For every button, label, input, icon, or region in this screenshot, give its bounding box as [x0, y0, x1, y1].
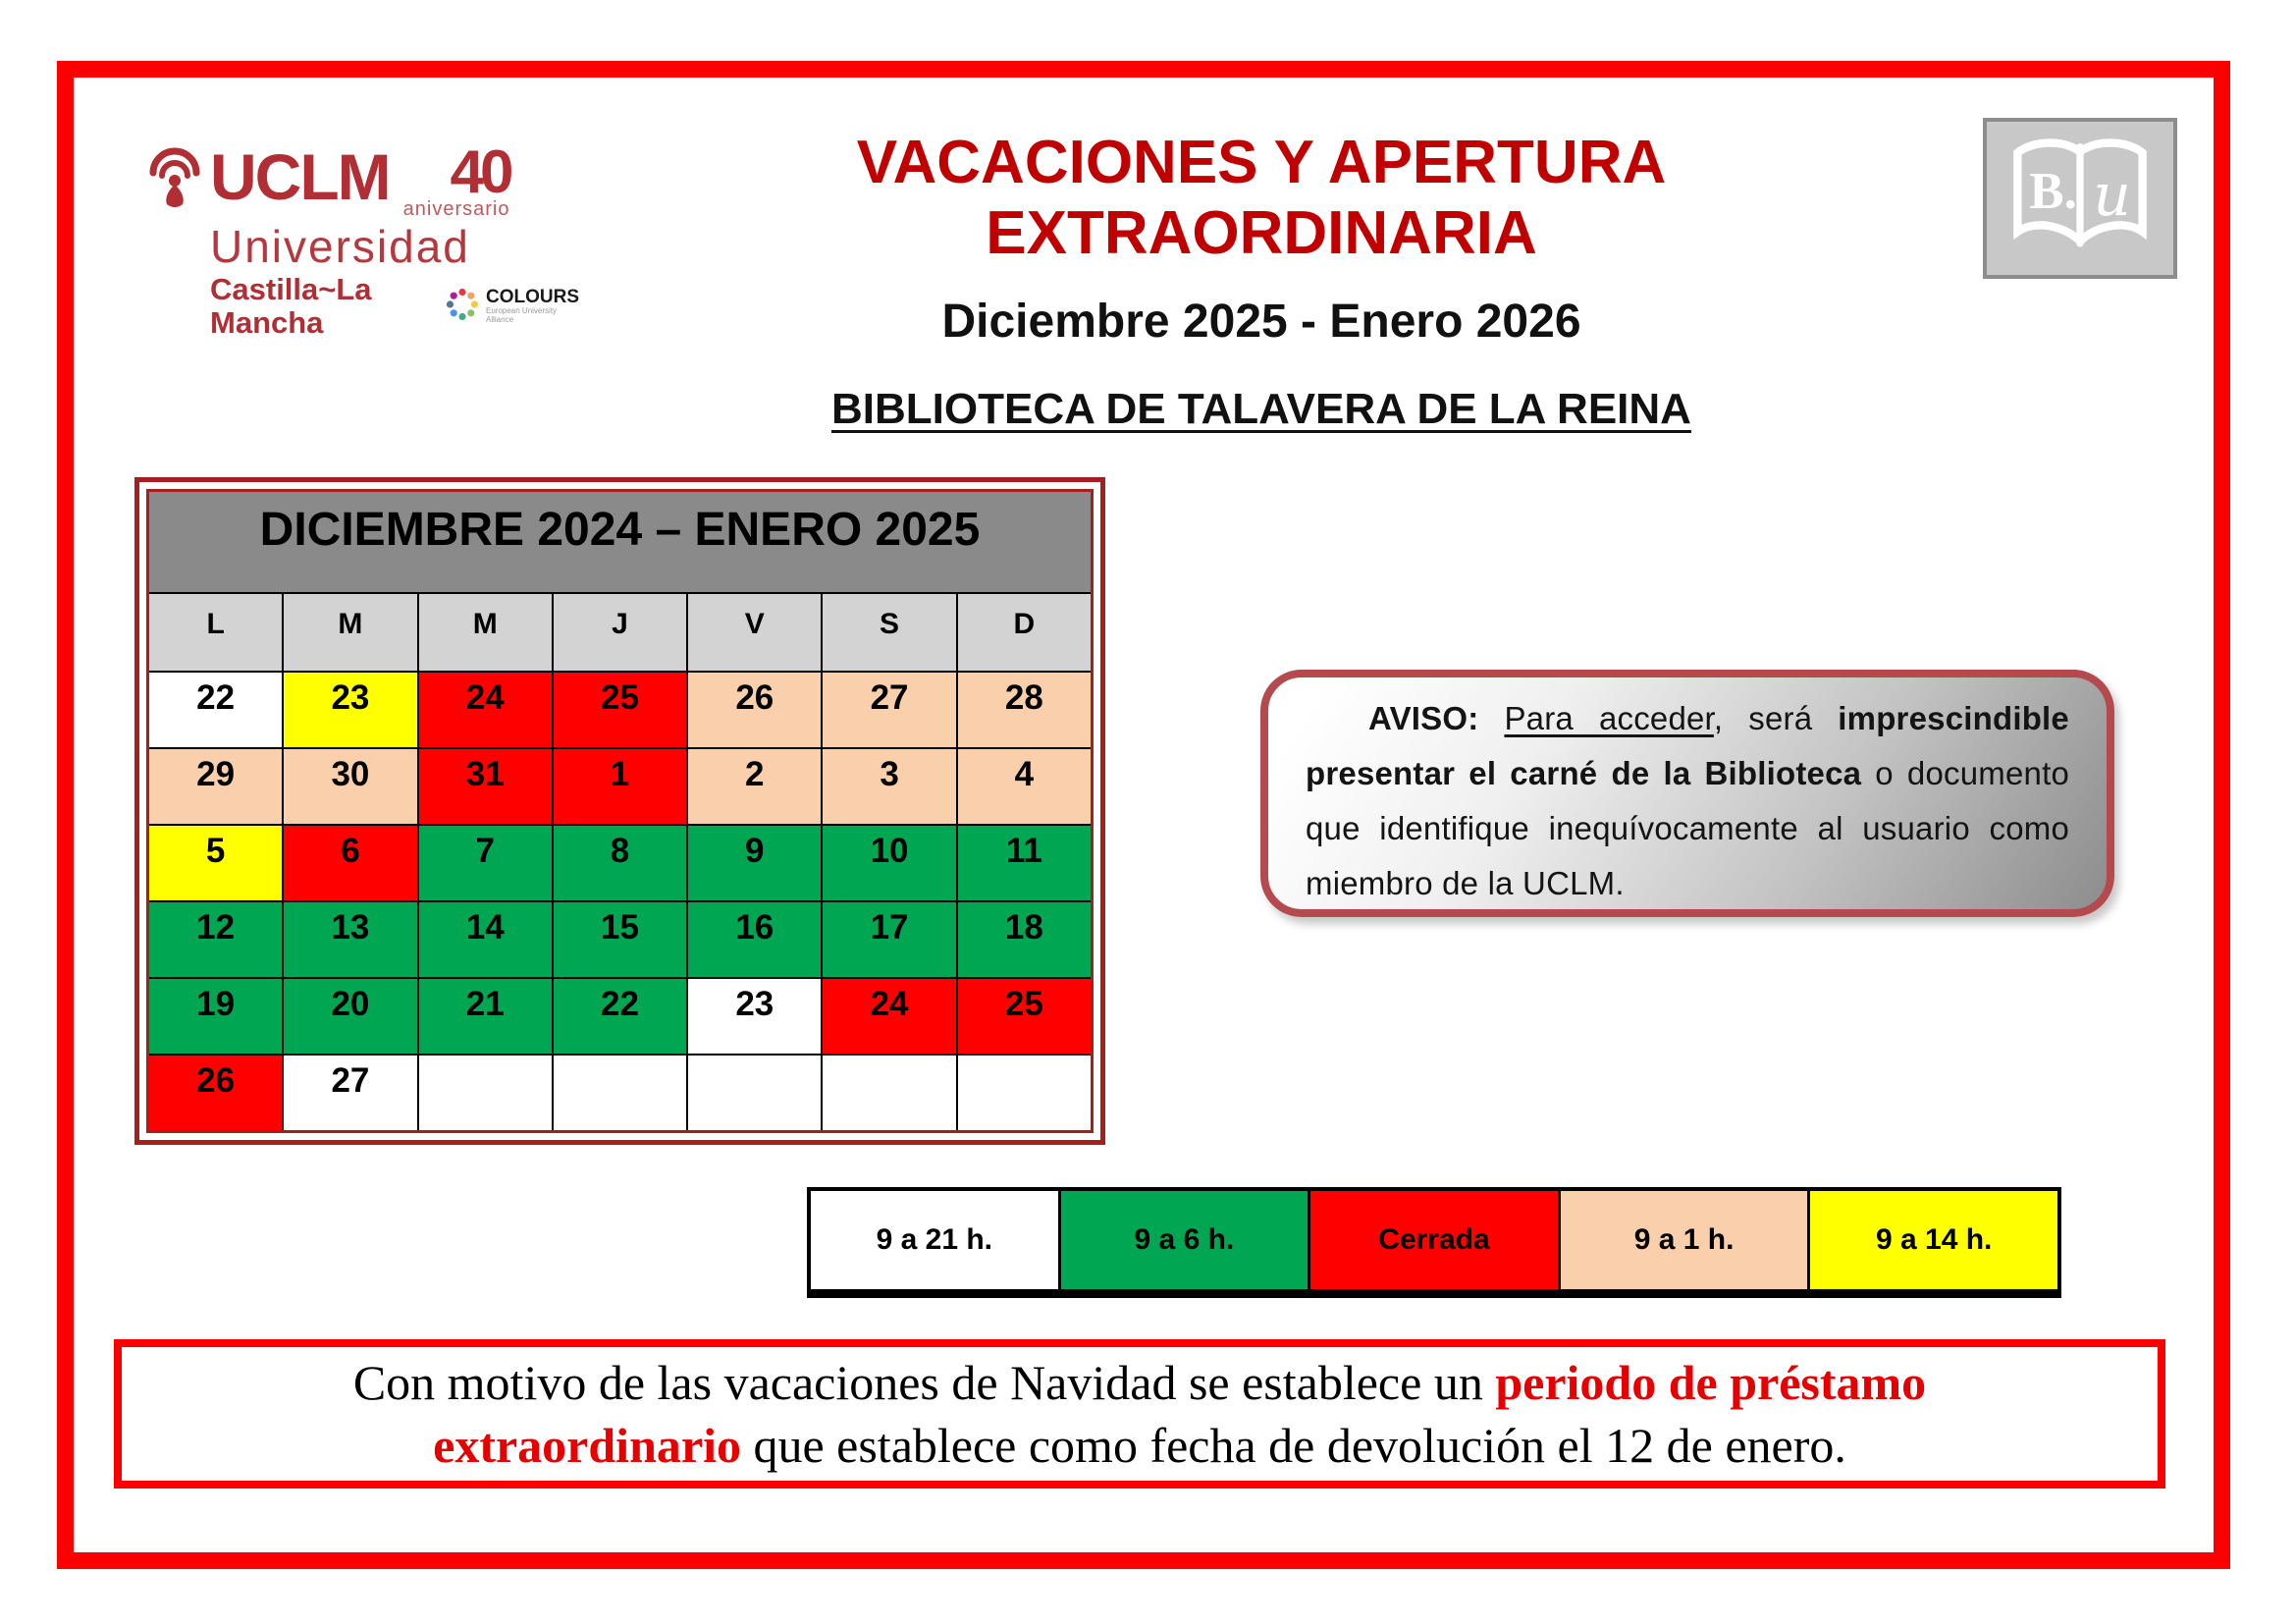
svg-text:B.: B. — [2029, 162, 2077, 220]
calendar-day-cell: 5 — [149, 826, 282, 900]
weekday-cell: M — [284, 594, 416, 671]
schedule-legend — [807, 1187, 2061, 1298]
calendar-day-cell: 25 — [958, 979, 1091, 1054]
footer-note-box — [114, 1339, 2165, 1489]
aviso-bold-text: imprescindible presentar el carné de la Biblioteca — [1306, 700, 2069, 791]
anniversary-label: aniversario — [402, 198, 510, 220]
calendar-day-cell: 20 — [284, 979, 416, 1054]
open-book-icon — [2003, 137, 2157, 260]
calendar-day-cell: 23 — [284, 673, 416, 747]
calendar-day-cell: 27 — [284, 1056, 416, 1130]
calendar-day-cell: 1 — [554, 749, 686, 824]
calendar-day-cell: 26 — [688, 673, 821, 747]
calendar-day-cell: 18 — [958, 902, 1091, 977]
calendar-day-cell — [958, 1056, 1091, 1130]
aviso-underlined-text: Para acceder — [1504, 700, 1714, 736]
calendar-day-cell: 4 — [958, 749, 1091, 824]
anniversary-logo — [402, 138, 510, 220]
footer-part2: que establece como fecha de devolución el 12 de enero. — [740, 1418, 1846, 1473]
calendar-day-cell: 13 — [284, 902, 416, 977]
calendar-day-cell: 16 — [688, 902, 821, 977]
weekday-cell: M — [419, 594, 552, 671]
weekday-cell: S — [823, 594, 955, 671]
calendar-day-cell: 6 — [284, 826, 416, 900]
legend-cell: 9 a 1 h. — [1561, 1191, 1811, 1289]
title-line-1: VACACIONES Y APERTURA — [856, 129, 1667, 196]
legend-cell: Cerrada — [1310, 1191, 1561, 1289]
calendar-day-cell: 12 — [149, 902, 282, 977]
calendar-day-cell: 24 — [823, 979, 955, 1054]
calendar-day-cell — [688, 1056, 821, 1130]
uclm-acronym: UCLM — [210, 140, 390, 213]
footer-highlight: periodo de préstamo extraordinario — [433, 1355, 1927, 1473]
calendar-day-cell — [419, 1056, 552, 1130]
calendar-day-cell: 10 — [823, 826, 955, 900]
aviso-label: AVISO: — [1368, 700, 1505, 736]
calendar-day-cell: 14 — [419, 902, 552, 977]
calendar-day-cell: 11 — [958, 826, 1091, 900]
calendar-day-cell: 21 — [419, 979, 552, 1054]
calendar-day-cell: 27 — [823, 673, 955, 747]
svg-text:u: u — [2093, 160, 2131, 230]
title-line-2: EXTRAORDINARIA — [986, 199, 1537, 267]
calendar-day-cell: 28 — [958, 673, 1091, 747]
calendar-day-cell: 24 — [419, 673, 552, 747]
colours-ring-icon — [445, 287, 480, 327]
anniversary-number: 40 — [450, 138, 510, 206]
calendar-day-cell: 19 — [149, 979, 282, 1054]
calendar — [134, 477, 1105, 1145]
calendar-day-cell: 7 — [419, 826, 552, 900]
aviso-rest-text: o documento que identifique inequívocamente al usuario como miembro de la UCLM. — [1306, 755, 2069, 901]
weekday-cell: J — [554, 594, 686, 671]
colours-label: COLOURS — [486, 287, 579, 307]
calendar-day-cell: 25 — [554, 673, 686, 747]
calendar-day-cell: 23 — [688, 979, 821, 1054]
calendar-day-cell: 8 — [554, 826, 686, 900]
calendar-day-cell: 31 — [419, 749, 552, 824]
calendar-day-cell: 9 — [688, 826, 821, 900]
calendar-day-cell — [823, 1056, 955, 1130]
aviso-text — [1306, 691, 2069, 911]
calendar-day-cell: 15 — [554, 902, 686, 977]
aviso-mid-text: , será — [1713, 700, 1839, 736]
calendar-day-cell: 30 — [284, 749, 416, 824]
calendar-day-cell: 29 — [149, 749, 282, 824]
library-name: BIBLIOTECA DE TALAVERA DE LA REINA — [831, 385, 1691, 433]
calendar-day-cell: 17 — [823, 902, 955, 977]
footer-note-text — [122, 1351, 2158, 1477]
calendar-title: DICIEMBRE 2024 – ENERO 2025 — [259, 503, 981, 556]
calendar-table — [146, 489, 1094, 1133]
date-range-subtitle: Diciembre 2025 - Enero 2026 — [941, 296, 1581, 348]
calendar-day-cell: 22 — [554, 979, 686, 1054]
calendar-day-cell: 22 — [149, 673, 282, 747]
uclm-logo — [147, 138, 579, 340]
weekday-cell: V — [688, 594, 821, 671]
calendar-day-cell — [554, 1056, 686, 1130]
colours-subtitle: European University Alliance — [486, 306, 558, 324]
calendar-day-cell: 26 — [149, 1056, 282, 1130]
aviso-box — [1260, 670, 2114, 917]
page-title — [628, 128, 1895, 269]
weekday-cell: L — [149, 594, 282, 671]
calendar-title-bar — [149, 492, 1091, 592]
uclm-universidad-label: Universidad — [210, 221, 470, 272]
calendar-day-cell: 3 — [823, 749, 955, 824]
legend-cell: 9 a 21 h. — [811, 1191, 1061, 1289]
legend-cell: 9 a 6 h. — [1061, 1191, 1311, 1289]
uclm-castilla-label: Castilla~La Mancha — [210, 272, 372, 340]
library-logo — [1983, 118, 2177, 279]
weekday-cell: D — [958, 594, 1091, 671]
colours-logo — [445, 287, 579, 327]
legend-cell: 9 a 14 h. — [1810, 1191, 2057, 1289]
uclm-antenna-icon — [147, 147, 202, 213]
calendar-day-cell: 2 — [688, 749, 821, 824]
footer-part1: Con motivo de las vacaciones de Navidad se establece un — [352, 1355, 1496, 1410]
